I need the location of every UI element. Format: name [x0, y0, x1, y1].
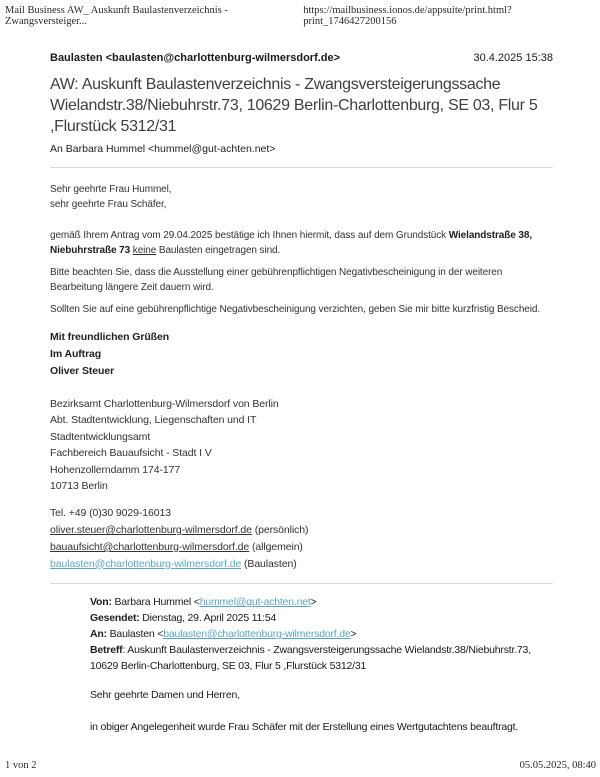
- org-line: Fachbereich Bauaufsicht - Stadt I V: [50, 447, 212, 460]
- salutation-line-1: Sehr geehrte Frau Hummel,: [50, 184, 172, 195]
- page-title: [50, 74, 553, 137]
- email-link-baulasten[interactable]: baulasten@charlottenburg-wilmersdorf.de: [50, 557, 242, 570]
- signature-organization: [50, 396, 553, 494]
- body-paragraph-1: [50, 228, 553, 258]
- org-line: Bezirksamt Charlottenburg-Wilmersdorf von Berlin: [50, 398, 279, 410]
- subject-line-3: ,Flurstück 5312/31: [50, 118, 177, 135]
- phone-line: Tel. +49 (0)30 9029-16013: [50, 507, 171, 520]
- email-date: 30.4.2025 15:38: [473, 52, 553, 64]
- quoted-from-line: Von: Barbara Hummel <hummel@gut-achten.net>: [90, 596, 317, 609]
- org-line: Abt. Stadtentwicklung, Liegenschaften und IT: [50, 414, 257, 427]
- sender-line: Baulasten <baulasten@charlottenburg-wilmersdorf.de>: [50, 52, 341, 64]
- quoted-message: [90, 594, 553, 735]
- quoted-to-line: An: Baulasten <baulasten@charlottenburg-wilmersdorf.de>: [90, 628, 357, 641]
- email-link-general[interactable]: bauaufsicht@charlottenburg-wilmersdorf.de: [50, 540, 250, 553]
- salutation-line-2: sehr geehrte Frau Schäfer,: [50, 199, 167, 210]
- subject-line-1: AW: Auskunft Baulastenverzeichnis - Zwangsversteigerungssache: [50, 76, 501, 93]
- underlined-keine: keine: [132, 245, 157, 256]
- quoted-paragraph: in obiger Angelegenheit wurde Frau Schäfer mit der Erstellung eines Wertgutachtens beauftragt.: [90, 721, 519, 734]
- email-line-personal: oliver.steuer@charlottenburg-wilmersdorf.de (persönlich): [50, 524, 309, 537]
- signature-contact: [50, 505, 553, 572]
- recipient-line: An Barbara Hummel <hummel@gut-achten.net>: [50, 143, 276, 155]
- closing-on-behalf: Im Auftrag: [50, 348, 102, 360]
- email-line-general: bauaufsicht@charlottenburg-wilmersdorf.de (allgemein): [50, 540, 303, 553]
- quoted-to-email-link[interactable]: baulasten@charlottenburg-wilmersdorf.de: [163, 628, 351, 641]
- closing-name: Oliver Steuer: [50, 365, 115, 377]
- email-line-baulasten: baulasten@charlottenburg-wilmersdorf.de (Baulasten): [50, 557, 297, 570]
- signature-closing: [50, 329, 553, 380]
- email-page: [50, 0, 553, 735]
- print-header-url: https://mailbusiness.ionos.de/appsuite/print.html?print_1746427200156: [303, 5, 512, 27]
- print-header-title: Mail Business AW_ Auskunft Baulastenverzeichnis - Zwangsversteiger...: [5, 5, 228, 27]
- body-paragraph-3: Sollten Sie auf eine gebührenpflichtige Negativbescheinigung verzichten, geben Sie mir bitte kurzfristig Bescheid.: [50, 304, 541, 315]
- email-meta-row: [50, 52, 553, 65]
- org-line: 10713 Berlin: [50, 480, 108, 493]
- quoted-sent-line: Gesendet: Dienstag, 29. April 2025 11:54: [90, 612, 277, 625]
- header-divider: [50, 167, 553, 168]
- body-paragraph-1-line-2: Niebuhrstraße 73 keine Baulasten eingetragen sind.: [50, 245, 281, 256]
- org-line: Stadtentwicklungsamt: [50, 430, 151, 443]
- closing-greeting: Mit freundlichen Grüßen: [50, 331, 170, 343]
- print-footer-datetime: 05.05.2025, 08:40: [519, 760, 596, 771]
- quoted-from-email-link[interactable]: hummel@gut-achten.net: [199, 596, 311, 609]
- body-paragraph-1-line-1: gemäß Ihrem Antrag vom 29.04.2025 bestätige ich Ihnen hiermit, dass auf dem Grundstück Wielandstraße 38,: [50, 230, 532, 241]
- bold-address-part-1: Wielandstraße 38,: [448, 230, 532, 241]
- email-link-personal[interactable]: oliver.steuer@charlottenburg-wilmersdorf.de: [50, 524, 252, 537]
- quoted-subject-line: Betreff: Auskunft Baulastenverzeichnis - Zwangsversteigerungssache Wielandstr.38/Niebuhrstr.73, 10629 Berlin-Charlottenburg, SE 03, Flur 5 ,Flurstück 5312/31: [90, 644, 531, 673]
- bold-address-part-2: Niebuhrstraße 73: [50, 245, 131, 256]
- print-footer: [5, 760, 596, 771]
- org-line: Hohenzollerndamm 174-177: [50, 463, 181, 476]
- print-footer-page-number: 1 von 2: [5, 760, 37, 771]
- subject-line-2: Wielandstr.38/Niebuhrstr.73, 10629 Berlin-Charlottenburg, SE 03, Flur 5: [50, 97, 538, 114]
- body-paragraph-2: Bitte beachten Sie, dass die Ausstellung einer gebührenpflichtigen Negativbescheinigung in der weiteren Bearbeitung längere Zeit dauern wird.: [50, 267, 503, 293]
- quoted-salutation: Sehr geehrte Damen und Herren,: [90, 689, 240, 702]
- quoted-divider: [50, 583, 553, 584]
